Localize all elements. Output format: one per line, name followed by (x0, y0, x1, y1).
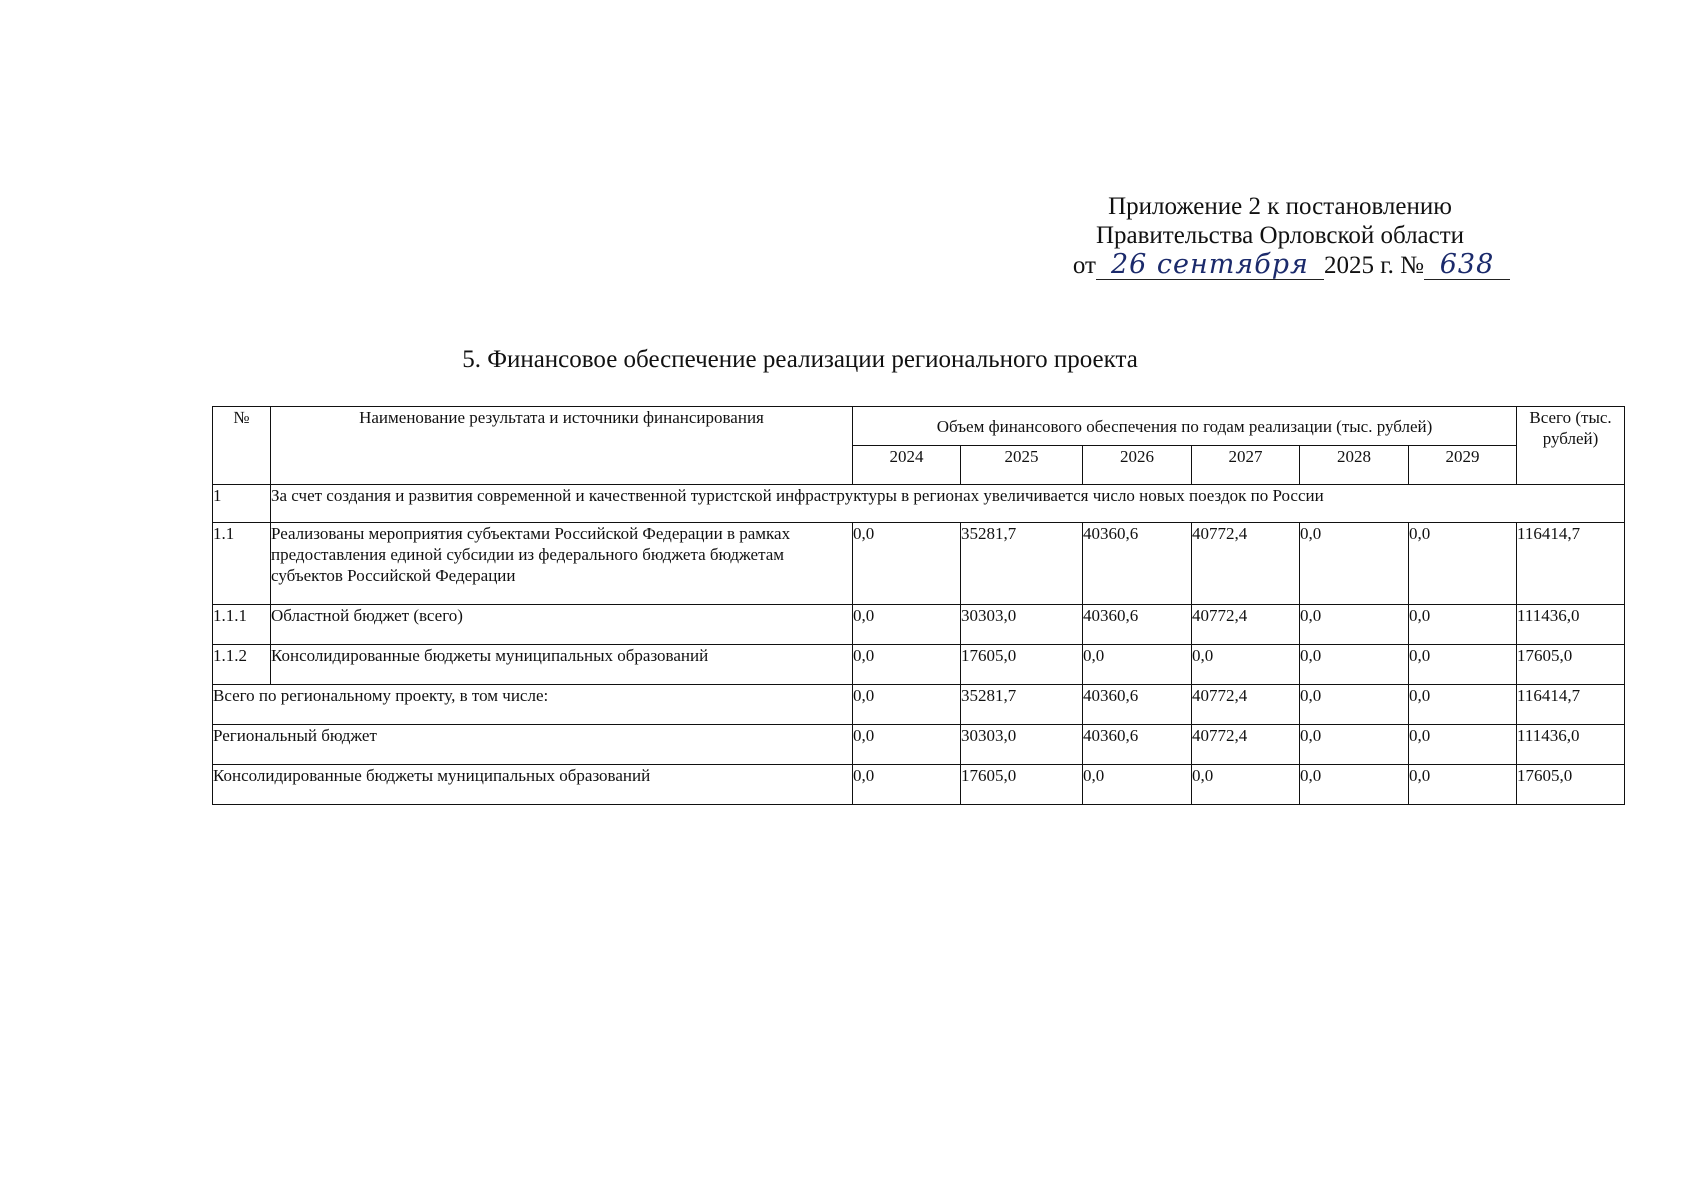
appendix-line-2: Правительства Орловской области (1095, 222, 1465, 249)
value-2024: 0,0 (853, 685, 961, 725)
value-2024: 0,0 (853, 645, 961, 685)
value-2026: 40360,6 (1083, 725, 1192, 765)
summary-row (213, 685, 1625, 725)
table-header-row (213, 407, 1625, 446)
value-total: 111436,0 (1517, 725, 1625, 765)
value-2026: 40360,6 (1083, 605, 1192, 645)
value-2024: 0,0 (853, 605, 961, 645)
value-2025: 17605,0 (961, 645, 1083, 685)
goal-no: 1 (213, 485, 271, 523)
value-2025: 35281,7 (961, 685, 1083, 725)
value-2026: 0,0 (1083, 765, 1192, 805)
row-name: Областной бюджет (всего) (271, 605, 853, 645)
value-total: 111436,0 (1517, 605, 1625, 645)
row-no: 1.1 (213, 523, 271, 605)
decree-year-number-label: 2025 г. № (1323, 252, 1424, 279)
summary-row (213, 725, 1625, 765)
financing-table (212, 406, 1625, 805)
year-2025: 2025 (961, 446, 1083, 485)
value-2024: 0,0 (853, 765, 961, 805)
value-2027: 0,0 (1192, 765, 1300, 805)
year-2029: 2029 (1409, 446, 1517, 485)
header-total: Всего (тыс. рублей) (1517, 407, 1625, 485)
row-no: 1.1.2 (213, 645, 271, 685)
value-2029: 0,0 (1409, 765, 1517, 805)
header-volume: Объем финансового обеспечения по годам реализации (тыс. рублей) (853, 407, 1517, 446)
handwritten-date: 26 сентября (1110, 249, 1309, 280)
row-name: Реализованы мероприятия субъектами Российской Федерации в рамках предоставления единой субсидии из федерального бюджета бюджетам субъектов Российской Федерации (271, 523, 853, 605)
summary-name: Консолидированные бюджеты муниципальных образований (213, 765, 853, 805)
value-2027: 0,0 (1192, 645, 1300, 685)
value-2028: 0,0 (1300, 765, 1409, 805)
value-2024: 0,0 (853, 523, 961, 605)
table-row (213, 605, 1625, 645)
value-2029: 0,0 (1409, 645, 1517, 685)
value-2028: 0,0 (1300, 523, 1409, 605)
value-2028: 0,0 (1300, 685, 1409, 725)
summary-name: Всего по региональному проекту, в том числе: (213, 685, 853, 725)
decree-number-blank (1424, 250, 1510, 280)
value-2026: 40360,6 (1083, 685, 1192, 725)
row-no: 1.1.1 (213, 605, 271, 645)
decree-date-line (1040, 250, 1520, 280)
value-2026: 0,0 (1083, 645, 1192, 685)
table-row (213, 645, 1625, 685)
value-2029: 0,0 (1409, 725, 1517, 765)
appendix-line-1: Приложение 2 к постановлению (1108, 193, 1452, 220)
value-2027: 40772,4 (1192, 523, 1300, 605)
goal-row (213, 485, 1625, 523)
value-2025: 35281,7 (961, 523, 1083, 605)
value-total: 17605,0 (1517, 645, 1625, 685)
value-2026: 40360,6 (1083, 523, 1192, 605)
value-total: 116414,7 (1517, 523, 1625, 605)
value-2027: 40772,4 (1192, 605, 1300, 645)
header-name: Наименование результата и источники финансирования (271, 407, 853, 485)
year-2024: 2024 (853, 446, 961, 485)
value-2029: 0,0 (1409, 605, 1517, 645)
value-2028: 0,0 (1300, 725, 1409, 765)
year-2026: 2026 (1083, 446, 1192, 485)
goal-text: За счет создания и развития современной и качественной туристской инфраструктуры в регионах увеличивается число новых поездок по России (271, 485, 1625, 523)
value-2029: 0,0 (1409, 523, 1517, 605)
value-2027: 40772,4 (1192, 685, 1300, 725)
handwritten-number: 638 (1439, 249, 1495, 280)
appendix-header (1040, 192, 1520, 280)
value-total: 116414,7 (1517, 685, 1625, 725)
summary-row (213, 765, 1625, 805)
value-2028: 0,0 (1300, 645, 1409, 685)
date-prefix: от (1072, 252, 1096, 279)
header-no: № (213, 407, 271, 485)
value-2024: 0,0 (853, 725, 961, 765)
value-2025: 30303,0 (961, 605, 1083, 645)
year-2027: 2027 (1192, 446, 1300, 485)
table-row (213, 523, 1625, 605)
value-2029: 0,0 (1409, 685, 1517, 725)
value-2027: 40772,4 (1192, 725, 1300, 765)
summary-name: Региональный бюджет (213, 725, 853, 765)
section-title: 5. Финансовое обеспечение реализации регионального проекта (462, 346, 1138, 373)
value-2025: 17605,0 (961, 765, 1083, 805)
value-2028: 0,0 (1300, 605, 1409, 645)
value-total: 17605,0 (1517, 765, 1625, 805)
row-name: Консолидированные бюджеты муниципальных образований (271, 645, 853, 685)
decree-date-blank (1096, 250, 1324, 280)
year-2028: 2028 (1300, 446, 1409, 485)
value-2025: 30303,0 (961, 725, 1083, 765)
